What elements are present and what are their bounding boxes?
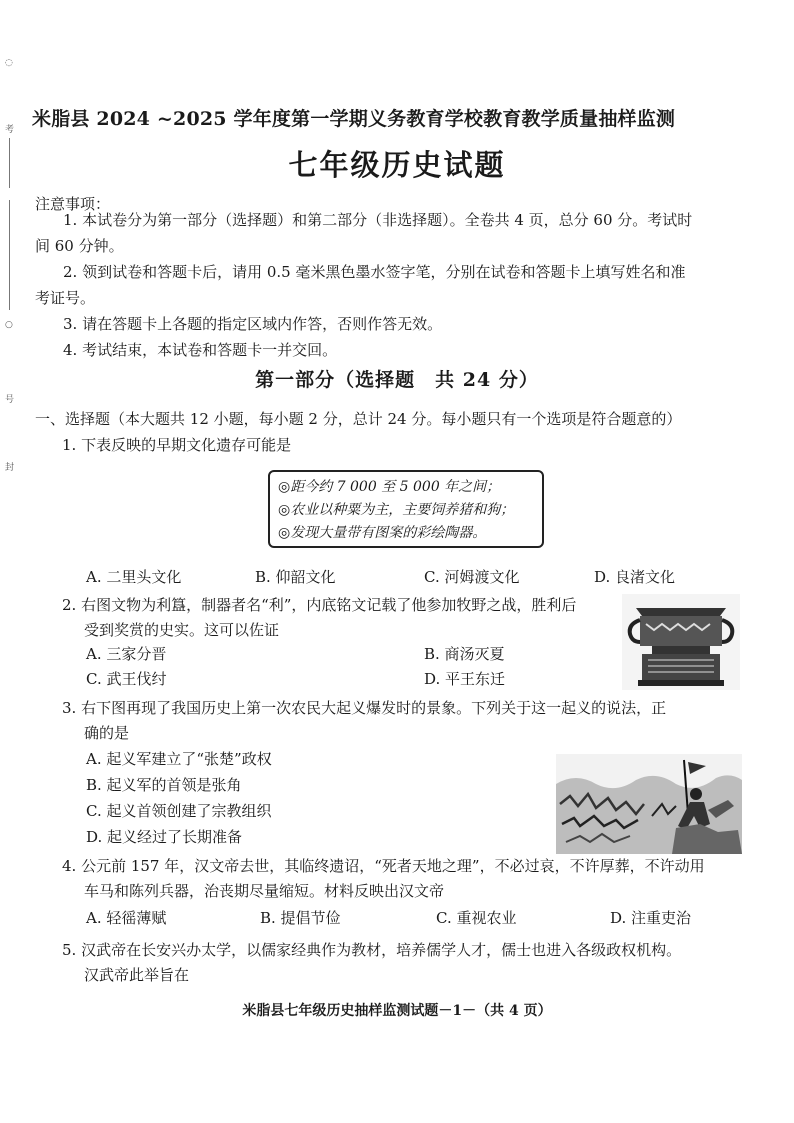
q3-option-a: A. 起义军建立了“张楚”政权 xyxy=(86,750,272,768)
q3-option-b: B. 起义军的首领是张角 xyxy=(86,776,242,794)
q1-option-b: B. 仰韶文化 xyxy=(255,568,336,586)
q3-option-d: D. 起义经过了长期准备 xyxy=(86,828,243,846)
q1-option-a: A. 二里头文化 xyxy=(86,568,182,586)
q2-option-a: A. 三家分晋 xyxy=(86,645,167,663)
note-2: 2. 领到试卷和答题卡后，请用 0.5 毫米黑色墨水签字笔，分别在试卷和答题卡上填写姓名和准 xyxy=(63,263,686,281)
margin-mark-1: 考 xyxy=(5,125,15,135)
q2-stem-line-1: 2. 右图文物为利簋，制器者名“利”，内底铭文记载了他参加牧野之战，胜利后 xyxy=(62,596,577,614)
q4-option-c: C. 重视农业 xyxy=(436,909,517,927)
margin-line-2 xyxy=(9,200,10,310)
bronze-vessel-image xyxy=(622,594,740,690)
q1-option-c: C. 河姆渡文化 xyxy=(424,568,520,586)
margin-mark-2: 号 xyxy=(5,395,15,405)
q3-option-c: C. 起义首领创建了宗教组织 xyxy=(86,802,272,820)
notes-heading: 注意事项： xyxy=(35,195,111,213)
q5-stem-line-2: 汉武帝此举旨在 xyxy=(84,966,190,984)
note-2-cont: 考证号。 xyxy=(35,289,96,307)
q1-box-line-1: ◎距今约 7 000 至 5 000 年之间； xyxy=(278,479,501,495)
subject-title: 七年级历史试题 xyxy=(288,148,506,182)
q2-option-b: B. 商汤灭夏 xyxy=(424,645,505,663)
margin-circle: ○ xyxy=(5,320,13,330)
q1-box-line-3: ◎发现大量带有图案的彩绘陶器。 xyxy=(278,525,487,541)
margin-dot: ◌ xyxy=(5,58,13,68)
note-3: 3. 请在答题卡上各题的指定区域内作答，否则作答无效。 xyxy=(63,315,443,333)
q4-option-a: A. 轻徭薄赋 xyxy=(86,909,167,927)
q2-option-d: D. 平王东迁 xyxy=(424,670,506,688)
q1-option-d: D. 良渚文化 xyxy=(594,568,676,586)
exam-title: 米脂县 2024 ~2025 学年度第一学期义务教育学校教育教学质量抽样监测 xyxy=(32,108,676,130)
q4-option-b: B. 提倡节俭 xyxy=(260,909,341,927)
note-4: 4. 考试结束，本试卷和答题卡一并交回。 xyxy=(63,341,338,359)
uprising-scene-image xyxy=(556,754,742,854)
q1-stem: 1. 下表反映的早期文化遗存可能是 xyxy=(62,436,292,454)
q5-stem-line-1: 5. 汉武帝在长安兴办太学，以儒家经典作为教材，培养儒学人才，儒士也进入各级政权机构。 xyxy=(62,941,682,959)
q2-stem-line-2: 受到奖赏的史实。这可以佐证 xyxy=(84,621,280,639)
q4-stem-line-2: 车马和陈列兵器，治丧期尽量缩短。材料反映出汉文帝 xyxy=(84,882,445,900)
note-1: 1. 本试卷分为第一部分（选择题）和第二部分（非选择题）。全卷共 4 页，总分 60 分。考试时 xyxy=(63,211,693,229)
margin-mark-3: 封 xyxy=(5,463,15,473)
note-1-cont: 间 60 分钟。 xyxy=(35,237,124,255)
page-footer: 米脂县七年级历史抽样监测试题－1－（共 4 页） xyxy=(242,1003,552,1019)
q4-option-d: D. 注重吏治 xyxy=(610,909,692,927)
section-title: 第一部分（选择题 共 24 分） xyxy=(255,369,539,391)
q1-info-box xyxy=(268,470,544,548)
q4-stem-line-1: 4. 公元前 157 年，汉文帝去世，其临终遗诏，“死者天地之理”，不必过哀，不许厚葬，不许动用 xyxy=(62,857,705,875)
q3-stem-line-2: 确的是 xyxy=(84,724,130,742)
q1-box-line-2: ◎农业以种粟为主，主要饲养猪和狗； xyxy=(278,502,515,518)
q2-option-c: C. 武王伐纣 xyxy=(86,670,167,688)
section-instruction: 一、选择题（本大题共 12 小题，每小题 2 分，总计 24 分。每小题只有一个选项是符合题意的） xyxy=(35,410,682,428)
q3-stem-line-1: 3. 右下图再现了我国历史上第一次农民大起义爆发时的景象。下列关于这一起义的说法，正 xyxy=(62,699,667,717)
